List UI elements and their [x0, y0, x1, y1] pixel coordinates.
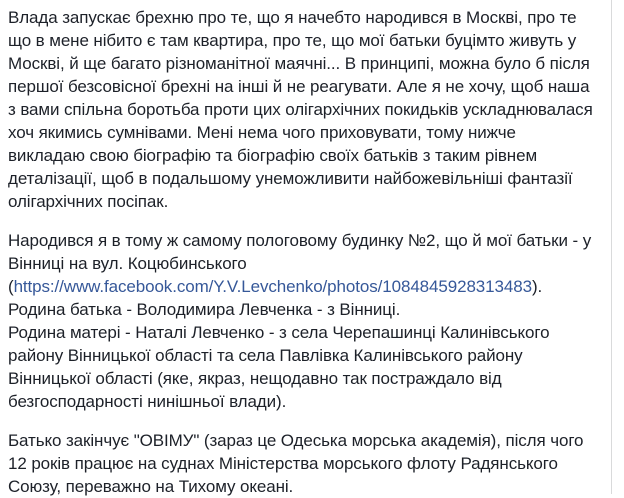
- post-text-segment: ).: [531, 277, 543, 296]
- panel-right-border: [611, 0, 612, 494]
- paragraph: [8, 229, 596, 413]
- post-text: [8, 6, 596, 498]
- post-text-segment: Народився я в тому ж самому пологовому будинку №2, що й мої батьки - у Вінниці на вул. Коцюбинського (: [8, 231, 592, 296]
- post-text-segment: Влада запускає брехню про те, що я начебто народився в Москві, про те що в мене нібито є там квартира, про те, що мої батьки буцімто живуть у Москві, й ще багато різноманітної маячні... В принципі, можна було б після першої безсовісної брехні на інші й не реагувати. Але я не хочу, щоб наша з вами спільна боротьба проти цих олігархічних покидьків ускладнювалася хоч якимись сумнівами. Мені нема чого приховувати, тому нижче викладаю свою біографію та біографію своїх батьків з таким рівнем деталізації, щоб в подальшому унеможливити найбожевільніші фантазії олігархічних посіпак.: [8, 8, 593, 211]
- post-text-segment: Родина батька - Володимира Левченка - з Вінниці.: [8, 300, 401, 319]
- post-text-segment: Батько закінчує "ОВІМУ" (зараз це Одеська морська академія), після чого 12 років працює на суднах Міністерства морського флоту Радянського Союзу, переважно на Тихому океані.: [8, 431, 584, 496]
- paragraph: [8, 6, 596, 213]
- paragraph: [8, 429, 596, 498]
- post-text-segment: Родина матері - Наталі Левченко - з села Черепашинці Калинівського району Вінницької області та села Павлівка Калинівського району Вінницької області (яке, якраз, нещодавно так постраждало від безгосподарності нинішньої влади).: [8, 323, 550, 411]
- facebook-photo-link[interactable]: https://www.facebook.com/Y.V.Levchenko/photos/1084845928313483: [13, 277, 532, 296]
